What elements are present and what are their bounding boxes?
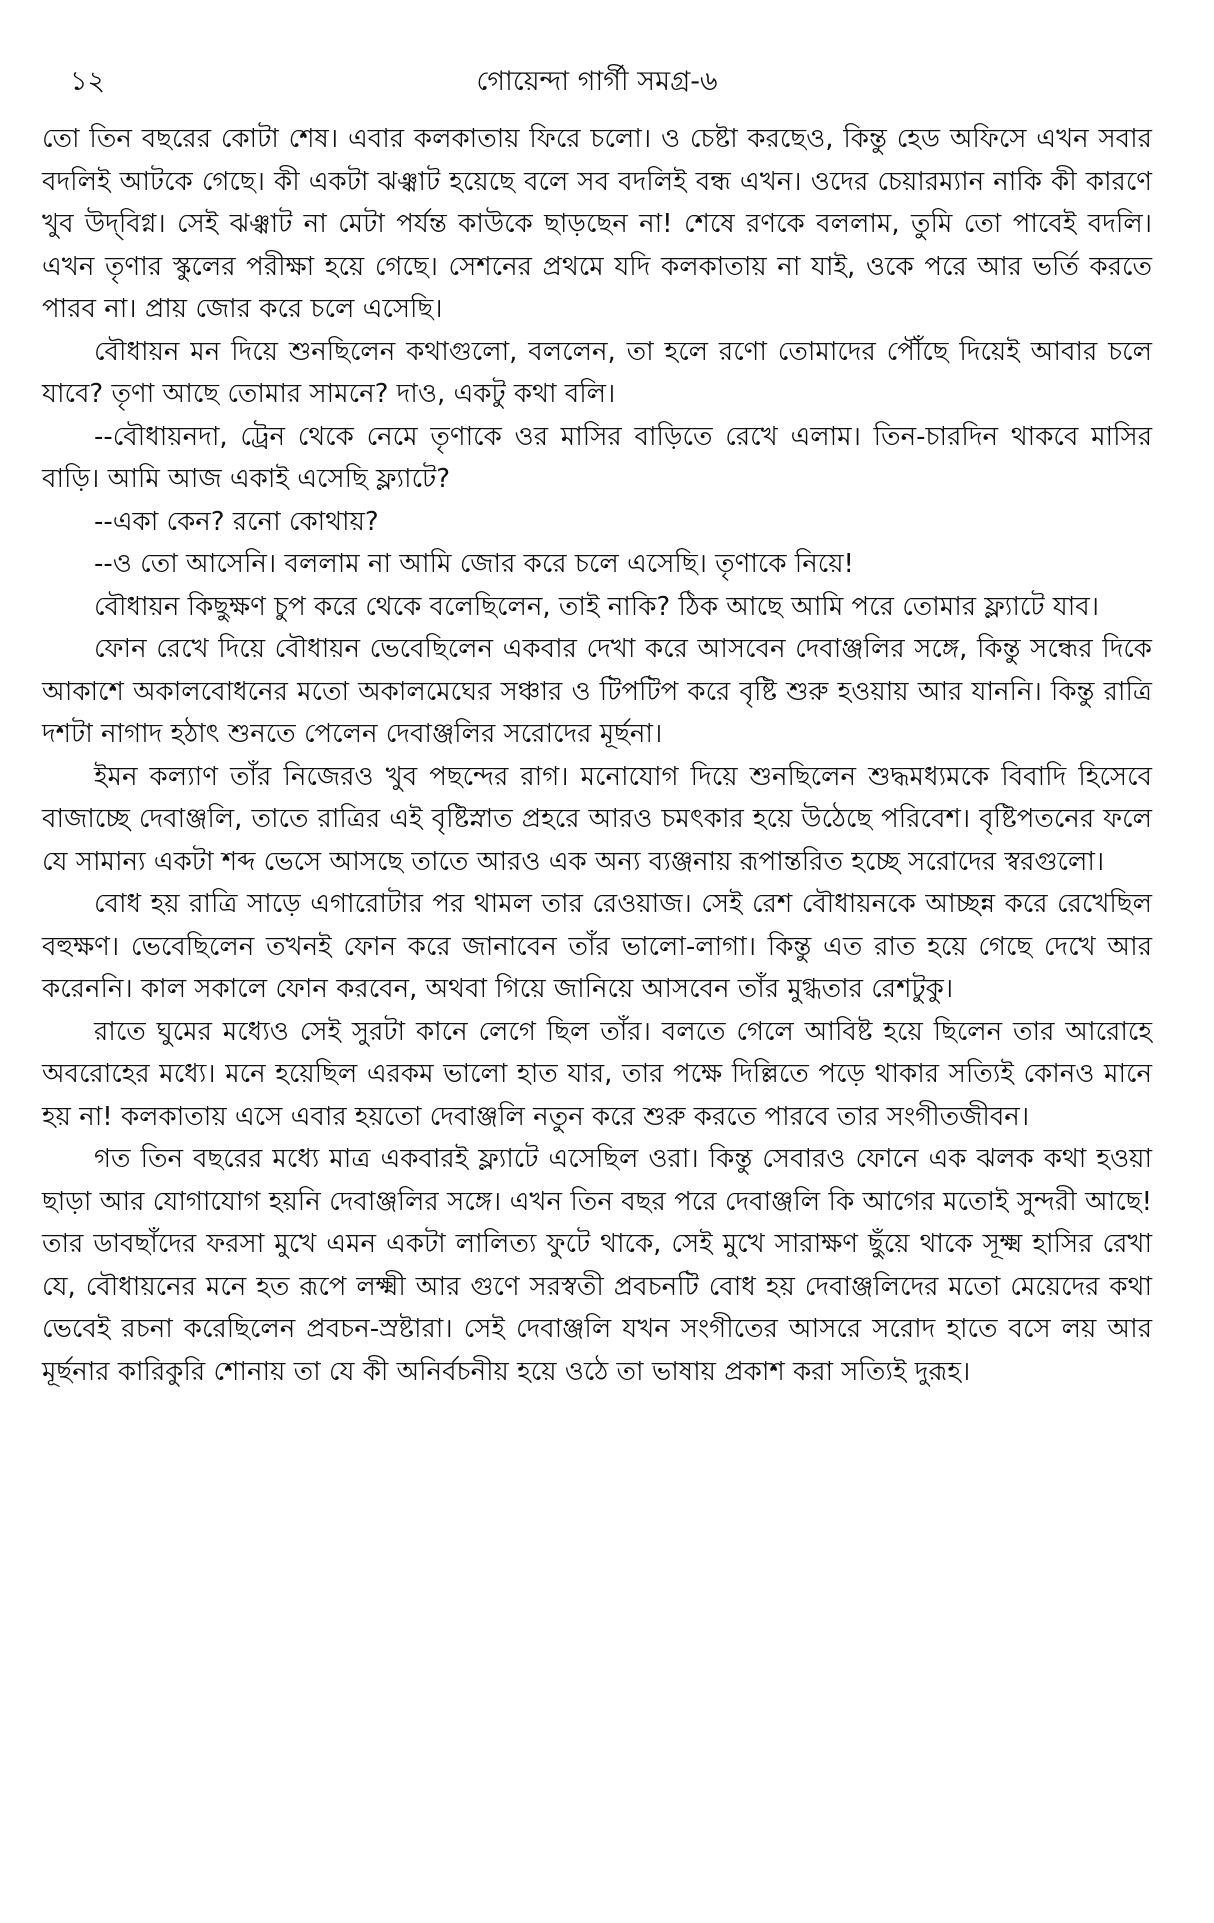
paragraph: --একা কেন? রনো কোথায়? bbox=[94, 506, 379, 537]
paragraph: বৌধায়ন মন দিয়ে শুনছিলেন কথাগুলো, বললেন, তা হলে রণো তোমাদের পৌঁছে দিয়েই আবার চলে যাবে? তৃণা আছে তোমার সামনে? দাও, একটু কথা বলি। bbox=[42, 336, 1152, 409]
body-text bbox=[42, 118, 1152, 1393]
paragraph: ইমন কল্যাণ তাঁর নিজেরও খুব পছন্দের রাগ। মনোযোগ দিয়ে শুনছিলেন শুদ্ধমধ্যমকে বিবাদি হিসেবে বাজাচ্ছে দেবাঞ্জলি, তাতে রাত্রির এই বৃষ্টিস্নাত প্রহরে আরও চমৎকার হয়ে উঠেছে পরিবেশ। বৃষ্টিপতনের ফলে যে সামান্য একটা শব্দ ভেসে আসছে তাতে আরও এক অন্য ব্যঞ্জনায় রূপান্তরিত হচ্ছে সরোদের স্বরগুলো। bbox=[42, 761, 1152, 877]
page-number: ১২ bbox=[70, 66, 106, 97]
paragraph: --ও তো আসেনি। বললাম না আমি জোর করে চলে এসেছি। তৃণাকে নিয়ে! bbox=[94, 549, 854, 579]
paragraph: বৌধায়ন কিছুক্ষণ চুপ করে থেকে বলেছিলেন, তাই নাকি? ঠিক আছে আমি পরে তোমার ফ্ল্যাটে যাব। bbox=[94, 591, 1100, 622]
paragraph: ফোন রেখে দিয়ে বৌধায়ন ভেবেছিলেন একবার দেখা করে আসবেন দেবাঞ্জলির সঙ্গে, কিন্তু সন্ধের দিকে আকাশে অকালবোধনের মতো অকালমেঘের সঞ্চার ও টিপটিপ করে বৃষ্টি শুরু হওয়ায় আর যাননি। কিন্তু রাত্রি দশটা নাগাদ হঠাৎ শুনতে পেলেন দেবাঞ্জলির সরোদের মূর্ছনা। bbox=[42, 634, 1152, 749]
paragraph: বোধ হয় রাত্রি সাড়ে এগারোটার পর থামল তার রেওয়াজ। সেই রেশ বৌধায়নকে আচ্ছন্ন করে রেখেছিল বহুক্ষণ। ভেবেছিলেন তখনই ফোন করে জানাবেন তাঁর ভালো-লাগা। কিন্তু এত রাত হয়ে গেছে দেখে আর করেননি। কাল সকালে ফোন করবেন, অথবা গিয়ে জানিয়ে আসবেন তাঁর মুগ্ধতার রেশটুকু। bbox=[42, 889, 1152, 1004]
page-header bbox=[42, 62, 1152, 118]
running-title: গোয়েন্দা গার্গী সমগ্র-৬ bbox=[476, 66, 718, 97]
paragraph: রাতে ঘুমের মধ্যেও সেই সুরটা কানে লেগে ছিল তাঁর। বলতে গেলে আবিষ্ট হয়ে ছিলেন তার আরোহে অবরোহের মধ্যে। মনে হয়েছিল এরকম ভালো হাত যার, তার পক্ষে দিল্লিতে পড়ে থাকার সত্যিই কোনও মানে হয় না! কলকাতায় এসে এবার হয়তো দেবাঞ্জলি নতুন করে শুরু করতে পারবে তার সংগীতজীবন। bbox=[42, 1016, 1152, 1132]
paragraph: --বৌধায়নদা, ট্রেন থেকে নেমে তৃণাকে ওর মাসির বাড়িতে রেখে এলাম। তিন-চারদিন থাকবে মাসির বাড়ি। আমি আজ একাই এসেছি ফ্ল্যাটে? bbox=[42, 421, 1152, 494]
paragraph: গত তিন বছরের মধ্যে মাত্র একবারই ফ্ল্যাটে এসেছিল ওরা। কিন্তু সেবারও ফোনে এক ঝলক কথা হওয়া ছাড়া আর যোগাযোগ হয়নি দেবাঞ্জলির সঙ্গে। এখন তিন বছর পরে দেবাঞ্জলি কি আগের মতোই সুন্দরী আছে! তার ডাবছাঁদের ফরসা মুখে এমন একটা লালিত্য ফুটে থাকে, সেই মুখে সারাক্ষণ ছুঁয়ে থাকে সূক্ষ্ম হাসির রেখা যে, বৌধায়নের মনে হত রূপে লক্ষ্মী আর গুণে সরস্বতী প্রবচনটি বোধ হয় দেবাঞ্জলিদের মতো মেয়েদের কথা ভেবেই রচনা করেছিলেন প্রবচন-স্রষ্টারা। সেই দেবাঞ্জলি যখন সংগীতের আসরে সরোদ হাতে বসে লয় আর মূর্ছনার কারিকুরি শোনায় তা যে কী অনির্বচনীয় হয়ে ওঠে তা ভাষায় প্রকাশ করা সত্যিই দুরূহ। bbox=[42, 1144, 1152, 1387]
paragraph: তো তিন বছরের কোটা শেষ। এবার কলকাতায় ফিরে চলো। ও চেষ্টা করছেও, কিন্তু হেড অফিসে এখন সবার বদলিই আটকে গেছে। কী একটা ঝঞ্ঝাট হয়েছে বলে সব বদলিই বন্ধ এখন। ওদের চেয়ারম্যান নাকি কী কারণে খুব উদ্‌বিগ্ন। সেই ঝঞ্ঝাট না মেটা পর্যন্ত কাউকে ছাড়ছেন না! শেষে রণকে বললাম, তুমি তো পাবেই বদলি। এখন তৃণার স্কুলের পরীক্ষা হয়ে গেছে। সেশনের প্রথমে যদি কলকাতায় না যাই, ওকে পরে আর ভর্তি করতে পারব না। প্রায় জোর করে চলে এসেছি। bbox=[42, 124, 1152, 324]
